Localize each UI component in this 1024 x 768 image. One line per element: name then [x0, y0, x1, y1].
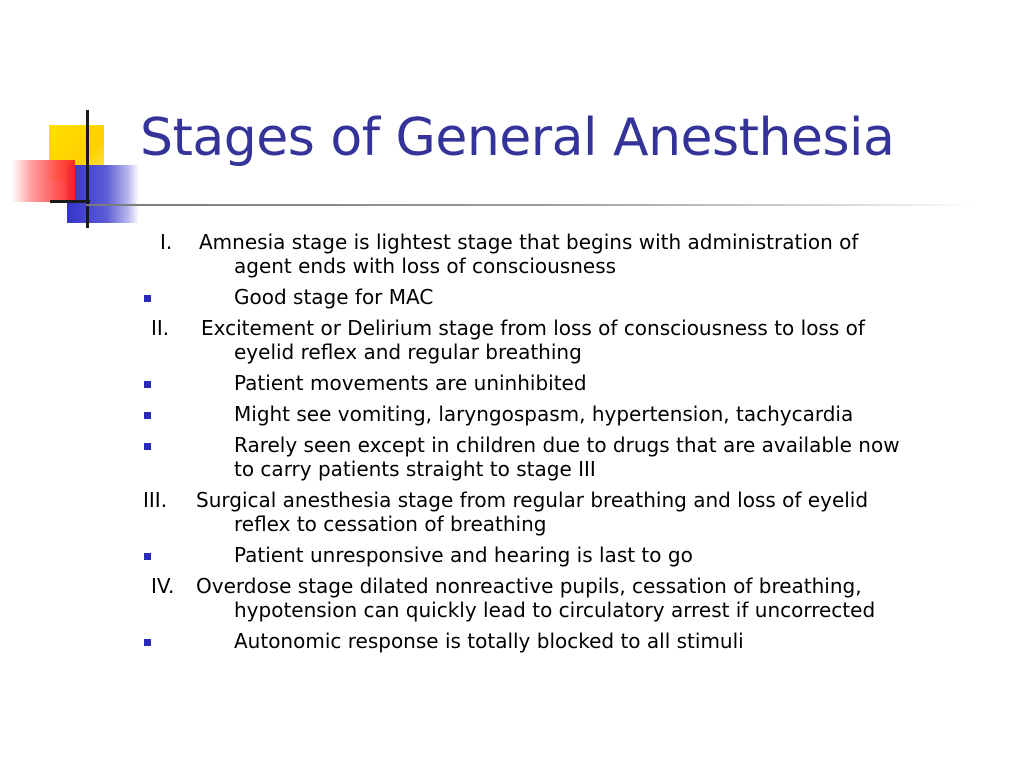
- slide-title: Stages of General Anesthesia: [140, 108, 895, 168]
- list-item-continuation: to carry patients straight to stage III: [234, 457, 596, 481]
- list-marker: III.: [143, 488, 168, 512]
- list-marker: II.: [151, 316, 170, 340]
- list-item-continuation: reflex to cessation of breathing: [234, 512, 547, 536]
- bullet-icon: [144, 412, 151, 419]
- list-marker: I.: [160, 230, 173, 254]
- bullet-icon: [144, 295, 151, 302]
- bullet-icon: [144, 639, 151, 646]
- bullet-icon: [144, 553, 151, 560]
- list-marker: IV.: [151, 574, 175, 598]
- list-item-text: Autonomic response is totally blocked to all stimuli: [234, 629, 744, 653]
- list-item-text: Good stage for MAC: [234, 285, 434, 309]
- list-item-text: Patient unresponsive and hearing is last to go: [234, 543, 693, 567]
- list-item-continuation: agent ends with loss of consciousness: [234, 254, 617, 278]
- list-item-text: Excitement or Delirium stage from loss of consciousness to loss of: [201, 316, 865, 340]
- bullet-icon: [144, 443, 151, 450]
- list-item-continuation: hypotension can quickly lead to circulatory arrest if uncorrected: [234, 598, 876, 622]
- list-item-text: Patient movements are uninhibited: [234, 371, 587, 395]
- list-item-text: Amnesia stage is lightest stage that begins with administration of: [199, 230, 859, 254]
- list-item-text: Might see vomiting, laryngospasm, hypertension, tachycardia: [234, 402, 854, 426]
- list-item-text: Overdose stage dilated nonreactive pupils, cessation of breathing,: [196, 574, 862, 598]
- list-item-continuation: eyelid reflex and regular breathing: [234, 340, 582, 364]
- bullet-icon: [144, 381, 151, 388]
- list-item-text: Rarely seen except in children due to drugs that are available now: [234, 433, 900, 457]
- list-item-text: Surgical anesthesia stage from regular breathing and loss of eyelid: [196, 488, 869, 512]
